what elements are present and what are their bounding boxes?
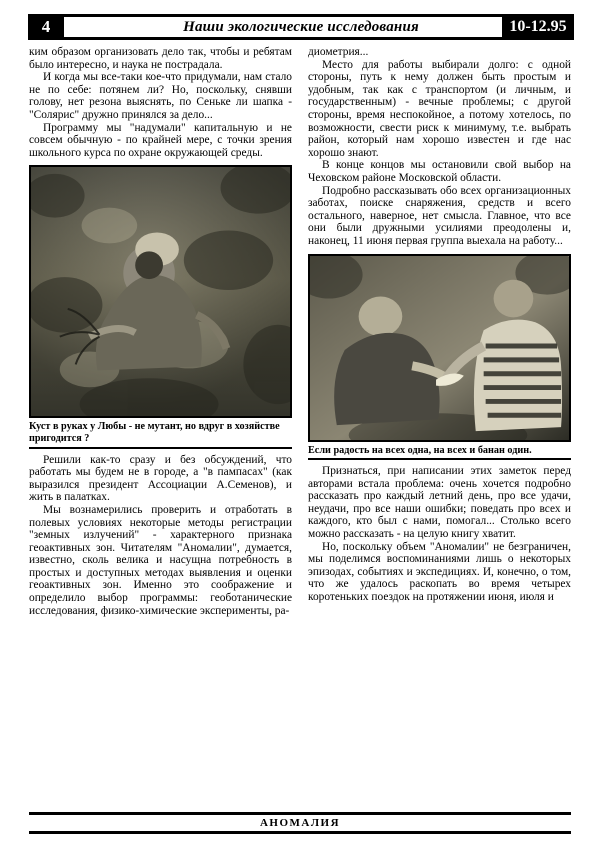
paragraph: В конце концов мы остановили свой выбор на Чеховском районе Московской области. bbox=[308, 159, 571, 184]
paragraph: Признаться, при написании этих заметок перед авторами встала проблема: очень хочется подробно рассказать про каждый летний день, про все удачи, неудачи, про все наши ошибки; поведать про всех и каждого, кто был с нами, помогал... Столько всего можно рассказать - на целую книгу хватит. bbox=[308, 465, 571, 541]
paragraph: Место для работы выбирали долго: с одной стороны, путь к нему должен быть простым и удобным, так как с транспортом (и личным, и государственным) - вечные проблемы; с другой стороны, время неспокойное, а потому хотелось, по возможности, свести риск к минимуму, т.е. выбрать район, который нам хорошо известен и где нас хорошо знают. bbox=[308, 58, 571, 159]
page-header bbox=[28, 14, 574, 40]
paragraph: Подробно рассказывать обо всех организационных заботах, поиске снаряжения, средств и всего остального, наверное, нет смысла. Главное, что все они были дружными усилиями преодолены и, наконец, 11 июня первая группа выехала на работу... bbox=[308, 184, 571, 247]
photo-joy-and-banana-for-all bbox=[308, 254, 571, 442]
left-column bbox=[29, 46, 292, 617]
caption-rule bbox=[29, 447, 292, 449]
page-title: Наши экологические исследования bbox=[183, 19, 419, 35]
paragraph: Мы вознамерились проверить и отработать в полевых условиях некоторые методы регистрации "земных излучений" - характерного признака геоактивных зон. Читателям "Аномалии", думается, известно, сколь велика и насущна потребность в простых и доступных методах выявления и оценки геоактивных зон. Именно это соображение и определило выбор программы: геоботанические исследования, физико-химические эксперименты, ра- bbox=[29, 503, 292, 617]
page-number: 4 bbox=[28, 14, 64, 40]
figure-caption: Если радость на всех одна, на всех и банан один. bbox=[308, 444, 532, 456]
photo-bush-in-lyubas-hands bbox=[29, 165, 292, 418]
page-footer bbox=[29, 812, 571, 834]
paragraph: диометрия... bbox=[308, 46, 369, 58]
publication-name: АНОМАЛИЯ bbox=[259, 817, 341, 829]
figure-right bbox=[308, 254, 571, 461]
issue-date-badge: 10-12.95 bbox=[502, 14, 574, 40]
footer-rule-top bbox=[29, 812, 571, 815]
footer-rule-bottom bbox=[29, 831, 571, 834]
paragraph: Но, поскольку объем "Аномалии" не безграничен, мы поделимся воспоминаниями лишь о некоторых эпизодах, событиях и экспедициях. И, конечно, о том, что же удалось раскопать во время четырех коротеньких поездок на протяжении июня, июля и bbox=[308, 540, 571, 604]
header-rule-bottom bbox=[28, 37, 574, 40]
caption-rule bbox=[308, 458, 571, 460]
paragraph: Программу мы "надумали" капитальную и не совсем обычную - по крайней мере, с точки зрения школьного курса по охране окружающей среды. bbox=[29, 121, 292, 159]
figure-caption: Куст в руках у Любы - не мутант, но вдруг в хозяйстве пригодится ? bbox=[29, 421, 280, 444]
paragraph: И когда мы все-таки кое-что придумали, нам стало не по себе: потянем ли? Но, поскольку, снявши голову, нет резона выяснять, по Сеньке ли шапка - "Солярис" дружно принялся за дело... bbox=[29, 71, 292, 121]
paragraph: ким образом организовать дело так, чтобы и ребятам было интересно, и наука не пострадала. bbox=[29, 46, 292, 71]
paragraph: Решили как-то сразу и без обсуждений, что работать мы будем не в городе, а "в пампасах" (как выразился президент Ассоциации А.Семенов), и жить в палатках. bbox=[29, 453, 292, 504]
right-column bbox=[308, 46, 571, 604]
figure-left bbox=[29, 165, 292, 448]
